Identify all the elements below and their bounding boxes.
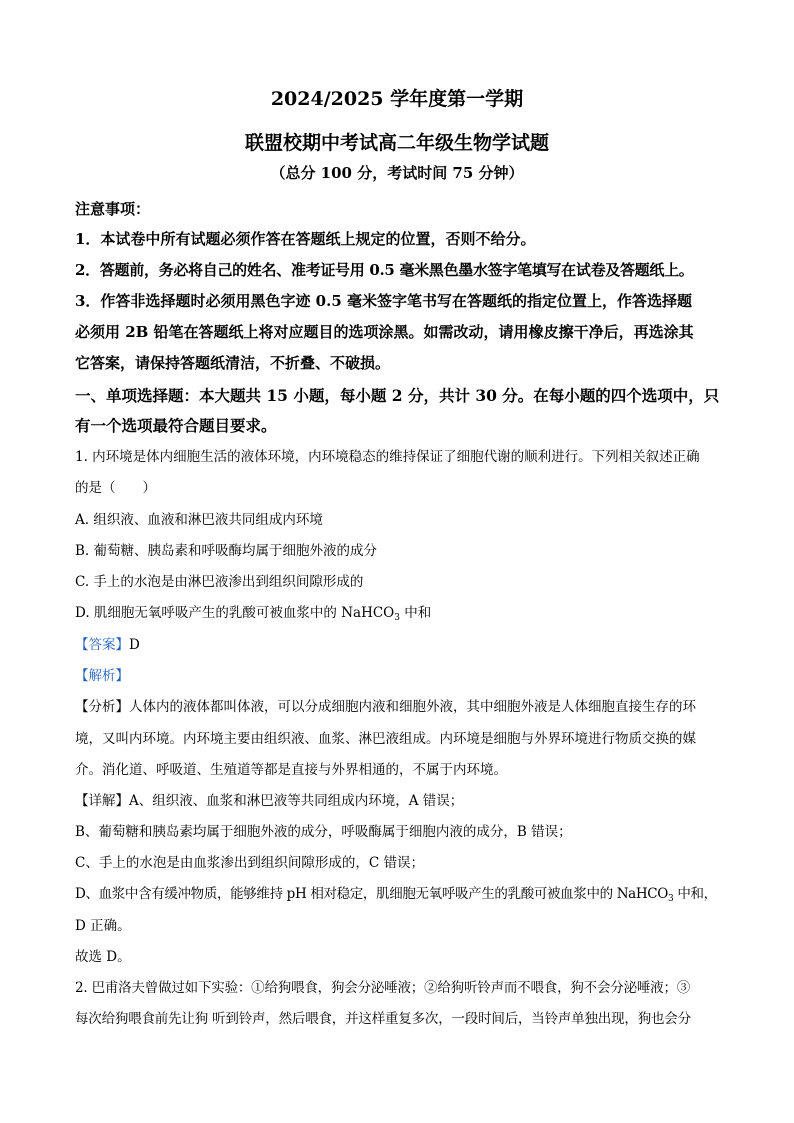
exam-title-year: 2024/2025 学年度第一学期: [270, 88, 524, 110]
note-item-3-line1: 3．作答非选择题时必须用黑色字迹 0.5 毫米签字笔书写在答题纸的指定位置上，作答选择题: [75, 292, 692, 310]
exam-title-subject: 联盟校期中考试高二年级生物学试题: [244, 132, 549, 154]
detail-a: A、组织液、血浆和淋巴液等共同组成内环境，A 错误；: [129, 793, 464, 809]
note-item-3-line2: 必须用 2B 铅笔在答题纸上将对应题目的选项涂黑。如需改动，请用橡皮擦干净后，再选涂其: [75, 323, 694, 341]
option-d-text: D. 肌细胞无氧呼吸产生的乳酸可被血浆中的 NaHCO: [75, 605, 395, 621]
detail-b: B、葡萄糖和胰岛素均属于细胞外液的成分，呼吸酶属于细胞内液的成分，B 错误；: [75, 824, 572, 840]
fenxi-line2: 境，又叫内环境。内环境主要由组织液、血浆、淋巴液组成。内环境是细胞与外界环境进行物质交换的媒: [75, 731, 696, 747]
question-1-option-c: C. 手上的水泡是由淋巴液渗出到组织间隙形成的: [75, 574, 364, 590]
option-d-subscript: 3: [394, 613, 400, 623]
exam-subtitle: （总分 100 分，考试时间 75 分钟）: [270, 164, 524, 182]
detail-d-text-end: 中和，: [673, 886, 717, 902]
question-1-stem-line1: 1. 内环境是体内细胞生活的液体环境，内环境稳态的维持保证了细胞代谢的顺利进行。下列相关叙述正确: [75, 449, 700, 465]
fenxi-tag: 【分析】: [75, 699, 129, 715]
question-1-option-b: B. 葡萄糖、胰岛素和呼吸酶均属于细胞外液的成分: [75, 543, 378, 559]
detail-d-subscript: 3: [668, 894, 674, 904]
question-2-stem-line1: 2. 巴甫洛夫曾做过如下实验：①给狗喂食，狗会分泌唾液；②给狗听铃声而不喂食，狗不会分泌唾液；③: [75, 980, 691, 996]
notes-heading: 注意事项：: [75, 200, 151, 218]
option-d-text-end: 中和: [399, 605, 432, 621]
question-1-option-d: [75, 601, 735, 621]
answer-value: D: [129, 637, 140, 653]
detail-d-line1: [75, 882, 735, 902]
question-1-answer: [75, 633, 735, 653]
fenxi-text-1: 人体内的液体都叫体液，可以分成细胞内液和细胞外液，其中细胞外液是人体细胞直接生存的环: [129, 699, 696, 715]
note-item-1: 1．本试卷中所有试题必须作答在答题纸上规定的位置，否则不给分。: [75, 230, 536, 248]
question-1-stem-line2: 的是（ ）: [75, 480, 156, 496]
xiangjie-tag: 【详解】: [75, 793, 129, 809]
fenxi-line1: [75, 695, 735, 715]
answer-tag: 【答案】: [75, 637, 129, 653]
question-2-stem-line2: 每次给狗喂食前先让狗 听到铃声，然后喂食，并这样重复多次，一段时间后，当铃声单独出现，狗也会分: [75, 1011, 691, 1027]
detail-d-text: D、血浆中含有缓冲物质，能够维持 pH 相对稳定，肌细胞无氧呼吸产生的乳酸可被血浆中的 NaHCO: [75, 886, 668, 902]
fenxi-line3: 介。消化道、呼吸道、生殖道等都是直接与外界相通的，不属于内环境。: [75, 762, 507, 778]
analysis-tag: 【解析】: [75, 668, 129, 684]
note-item-3-line3: 它答案，请保持答题纸清洁，不折叠、不破损。: [75, 354, 391, 372]
question-1-option-a: A. 组织液、血液和淋巴液共同组成内环境: [75, 512, 323, 528]
detail-d-line2: D 正确。: [75, 918, 131, 934]
detail-a-line: [75, 789, 735, 809]
conclusion: 故选 D。: [75, 949, 131, 965]
detail-c: C、手上的水泡是由血浆渗出到组织间隙形成的，C 错误；: [75, 855, 424, 871]
section-heading-line2: 有一个选项最符合题目要求。: [75, 416, 277, 435]
section-heading-line1: 一、单项选择题：本大题共 15 小题，每小题 2 分，共计 30 分。在每小题的四个选项中，只: [75, 386, 720, 405]
note-item-2: 2．答题前，务必将自己的姓名、准考证号用 0.5 毫米黑色墨水签字笔填写在试卷及答题纸上。: [75, 261, 694, 279]
